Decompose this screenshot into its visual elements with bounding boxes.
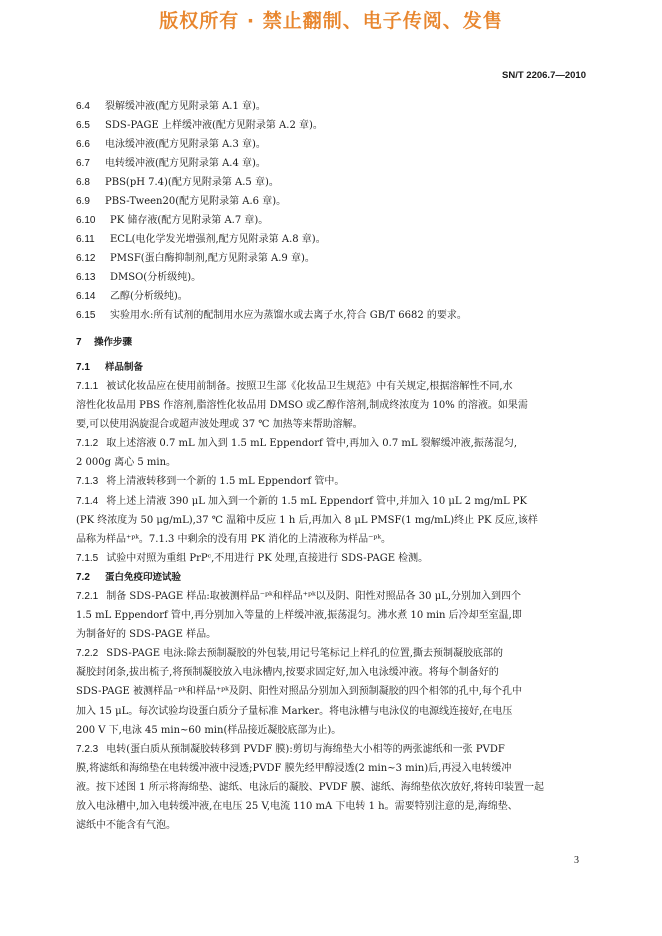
item-text: PMSF(蛋白酶抑制剂,配方见附录第 A.9 章)。 [110, 253, 315, 264]
section-heading [76, 333, 586, 352]
reagent-item [76, 135, 586, 154]
step-text: 电转(蛋白质从预制凝胶转移到 PVDF 膜):剪切与海绵垫大小相等的两张滤纸和一张 PVDF 膜,将滤纸和海绵垫在电转缓冲液中浸透;PVDF 膜先经甲醇浸透(2 min~3 min)后,再浸入电转缓冲 液。按下述图 1 所示将海绵垫、滤纸、电泳后的凝胶、PVDF 膜、滤纸、海绵垫依次放好,将转印装置一起 放入电泳槽中,加入电转缓冲液,在电压 25 V,电流 110 mA 下电转 1 h。需要特别注意的是,海绵垫、 滤纸中不能含有气泡。 [76, 743, 544, 832]
item-number: 6.13 [76, 272, 96, 283]
step-paragraph [76, 377, 586, 434]
section-title: 操作步骤 [94, 337, 133, 348]
item-number: 6.11 [76, 234, 95, 245]
item-text: ECL(电化学发光增强剂,配方见附录第 A.8 章)。 [110, 234, 326, 245]
section-number: 7 [76, 337, 82, 348]
step-number: 7.1.3 [76, 476, 99, 488]
step-text: 取上述溶液 0.7 mL 加入到 1.5 mL Eppendorf 管中,再加入 0.7 mL 裂解缓冲液,振荡混匀, 2 000g 离心 5 min。 [76, 438, 518, 469]
item-text: DMSO(分析级纯)。 [110, 272, 202, 283]
step-number: 7.2.3 [76, 743, 99, 755]
item-text: 电转缓冲液(配方见附录第 A.4 章)。 [105, 158, 266, 169]
step-paragraph [76, 740, 586, 835]
step-text: 试验中对照为重组 PrPᶜ,不用进行 PK 处理,直接进行 SDS-PAGE 检测。 [106, 552, 429, 564]
item-text: SDS-PAGE 上样缓冲液(配方见附录第 A.2 章)。 [105, 120, 323, 131]
step-paragraph [76, 644, 586, 739]
item-number: 6.14 [76, 291, 96, 302]
subsection-heading [76, 568, 586, 587]
item-number: 6.10 [76, 215, 96, 226]
reagent-item [76, 173, 586, 192]
copyright-banner: 版权所有 · 禁止翻制、电子传阅、发售 [159, 10, 503, 32]
item-number: 6.12 [76, 253, 96, 264]
reagent-item [76, 97, 586, 116]
section-number: 7.1 [76, 362, 90, 373]
step-text: SDS-PAGE 电泳:除去预制凝胶的外包装,用记号笔标记上样孔的位置,撕去预制凝胶底部的 凝胶封闭条,拔出梳子,将预制凝胶放入电泳槽内,按要求固定好,加入电泳缓冲液。将每个制备好的 SDS-PAGE 被测样品⁻ᵖᵏ和样品⁺ᵖᵏ及阴、阳性对照品分别加入到预制凝胶的四个相邻的孔中,每个孔中 加入 15 μL。每次试验均设蛋白质分子量标准 Marker。将电泳槽与电泳仪的电源线连接好,在电压 200 V 下,电泳 45 min~60 min(样品接近凝胶底部为止)。 [76, 648, 522, 736]
item-number: 6.6 [76, 139, 90, 150]
step-number: 7.2.1 [76, 590, 99, 602]
item-number: 6.7 [76, 158, 90, 169]
item-text: PBS-Tween20(配方见附录第 A.6 章)。 [105, 196, 287, 207]
reagent-item [76, 154, 586, 173]
item-text: 乙醇(分析级纯)。 [110, 291, 188, 302]
step-number: 7.1.1 [76, 381, 99, 392]
step-paragraph [76, 549, 586, 568]
item-text: PK 储存液(配方见附录第 A.7 章)。 [110, 215, 269, 226]
item-text: 电泳缓冲液(配方见附录第 A.3 章)。 [105, 139, 266, 150]
section-number: 7.2 [76, 571, 90, 583]
step-paragraph [76, 434, 586, 472]
item-number: 6.5 [76, 120, 90, 131]
standard-number: SN/T 2206.7—2010 [502, 70, 586, 81]
reagent-item [76, 192, 586, 211]
reagent-item [76, 306, 586, 325]
item-text: 裂解缓冲液(配方见附录第 A.1 章)。 [105, 101, 266, 112]
item-text: 实验用水:所有试剂的配制用水应为蒸馏水或去离子水,符合 GB/T 6682 的要求。 [110, 310, 467, 321]
step-paragraph [76, 492, 586, 549]
reagent-item [76, 249, 586, 268]
item-number: 6.4 [76, 101, 90, 112]
reagent-item [76, 211, 586, 230]
reagent-item [76, 268, 586, 287]
step-number: 7.1.5 [76, 552, 99, 564]
page-number: 3 [574, 855, 579, 866]
step-paragraph [76, 472, 586, 491]
item-number: 6.8 [76, 177, 90, 188]
step-number: 7.1.2 [76, 438, 99, 450]
reagent-item [76, 230, 586, 249]
reagent-item [76, 287, 586, 306]
step-text: 将上述上清液 390 μL 加入到一个新的 1.5 mL Eppendorf 管中,并加入 10 μL 2 mg/mL PK (PK 终浓度为 50 μg/mL),37 ℃ 温箱中反应 1 h 后,再加入 8 μL PMSF(1 mg/mL)终止 PK 反应,该样 品称为样品⁺ᵖᵏ。7.1.3 中剩余的没有用 PK 消化的上清液称为样品⁻ᵖᵏ。 [76, 495, 538, 545]
item-text: PBS(pH 7.4)(配方见附录第 A.5 章)。 [105, 177, 279, 188]
step-text: 被试化妆品应在使用前制备。按照卫生部《化妆品卫生规范》中有关规定,根据溶解性不同,水 溶性化妆品用 PBS 作溶剂,脂溶性化妆品用 DMSO 或乙醇作溶剂,制成终浓度为 10% 的溶液。如果需 要,可以使用涡旋混合或超声波处理或 37 ℃ 加热等来帮助溶解。 [76, 381, 528, 431]
step-text: 制备 SDS-PAGE 样品:取被测样品⁻ᵖᵏ和样品⁺ᵖᵏ以及阴、阳性对照品各 30 μL,分别加入到四个 1.5 mL Eppendorf 管中,再分别加入等量的上样缓冲液,振荡混匀。沸水煮 10 min 后冷却至室温,即 为制备好的 SDS-PAGE 样品。 [76, 590, 522, 641]
reagent-item [76, 116, 586, 135]
step-paragraph [76, 587, 586, 644]
subsection-heading [76, 358, 586, 377]
item-number: 6.9 [76, 196, 90, 207]
step-text: 将上清液转移到一个新的 1.5 mL Eppendorf 管中。 [106, 476, 345, 488]
section-title: 蛋白免疫印迹试验 [105, 571, 182, 583]
reagent-list [76, 97, 586, 325]
section-title: 样品制备 [105, 362, 144, 373]
step-number: 7.2.2 [76, 648, 99, 660]
document-body [76, 97, 586, 835]
step-number: 7.1.4 [76, 495, 99, 507]
item-number: 6.15 [76, 310, 96, 321]
